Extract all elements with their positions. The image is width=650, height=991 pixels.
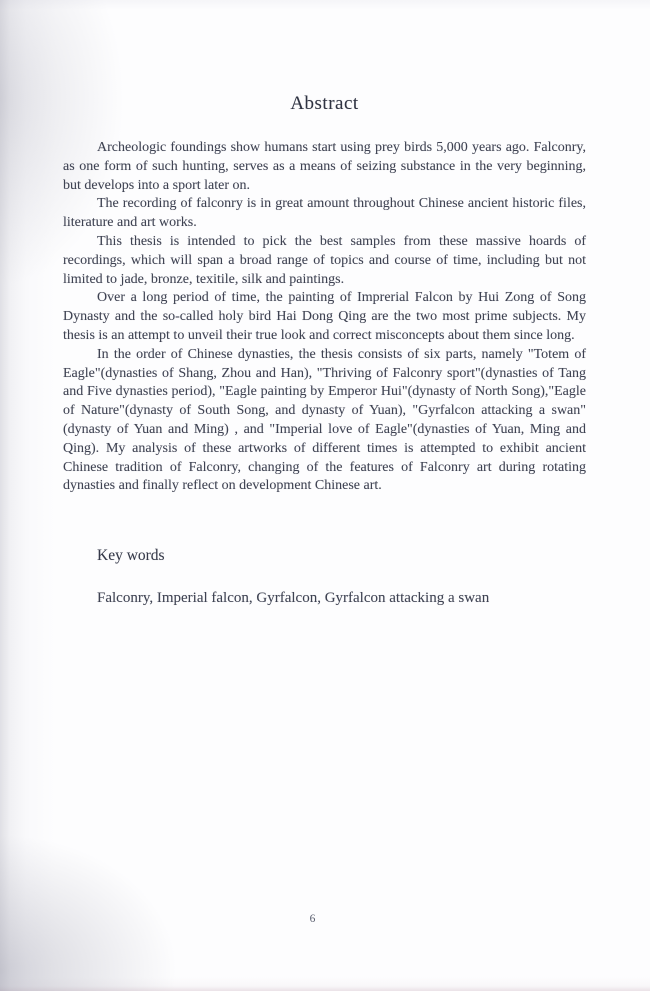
abstract-content (63, 0, 586, 608)
page-number: 6 (309, 913, 316, 925)
paragraph-4: Over a long period of time, the painting of Imprerial Falcon by Hui Zong of Song Dynasty and the so-called holy bird Hai Dong Qing are the two most prime subjects. My thesis is an attempt to unveil their true look and correct misconcepts about them since long. (63, 290, 586, 343)
paragraph-1: Archeologic foundings show humans start using prey birds 5,000 years ago. Falconry, as one form of such hunting, serves as a means of seizing substance in the very beginning, but develops into a sport later on. (63, 140, 586, 193)
keywords-line: Falconry, Imperial falcon, Gyrfalcon, Gyrfalcon attacking a swan (97, 590, 490, 607)
page-title: Abstract (290, 93, 359, 114)
paragraph-3: This thesis is intended to pick the best samples from these massive hoards of recordings, which will span a broad range of topics and course of time, including but not limited to jade, bronze, texitile, silk and paintings. (63, 233, 586, 287)
paragraph-2: The recording of falconry is in great amount throughout Chinese ancient historic files, literature and art works. (63, 196, 586, 231)
keywords-heading: Key words (97, 547, 165, 565)
paragraph-5: In the order of Chinese dynasties, the thesis consists of six parts, namely "Totem of Eagle"(dynasties of Shang, Zhou and Han), "Thriving of Falconry sport"(dynasties of Tang and Five dynasties period), "Eagle painting by Emperor Hui"(dynasty of North Song),"Eagle of Nature"(dynasty of South Song, and dynasty of Yuan), "Gyrfalcon attacking a swan"(dynasty of Yuan and Ming) , and "Imperial love of Eagle"(dynasties of Yuan, Ming and Qing). My analysis of these artworks of different times is attempted to exhibit ancient Chinese tradition of Falconry, changing of the features of Falconry art during rotating dynasties and finally reflect on development Chinese art. (63, 346, 586, 494)
